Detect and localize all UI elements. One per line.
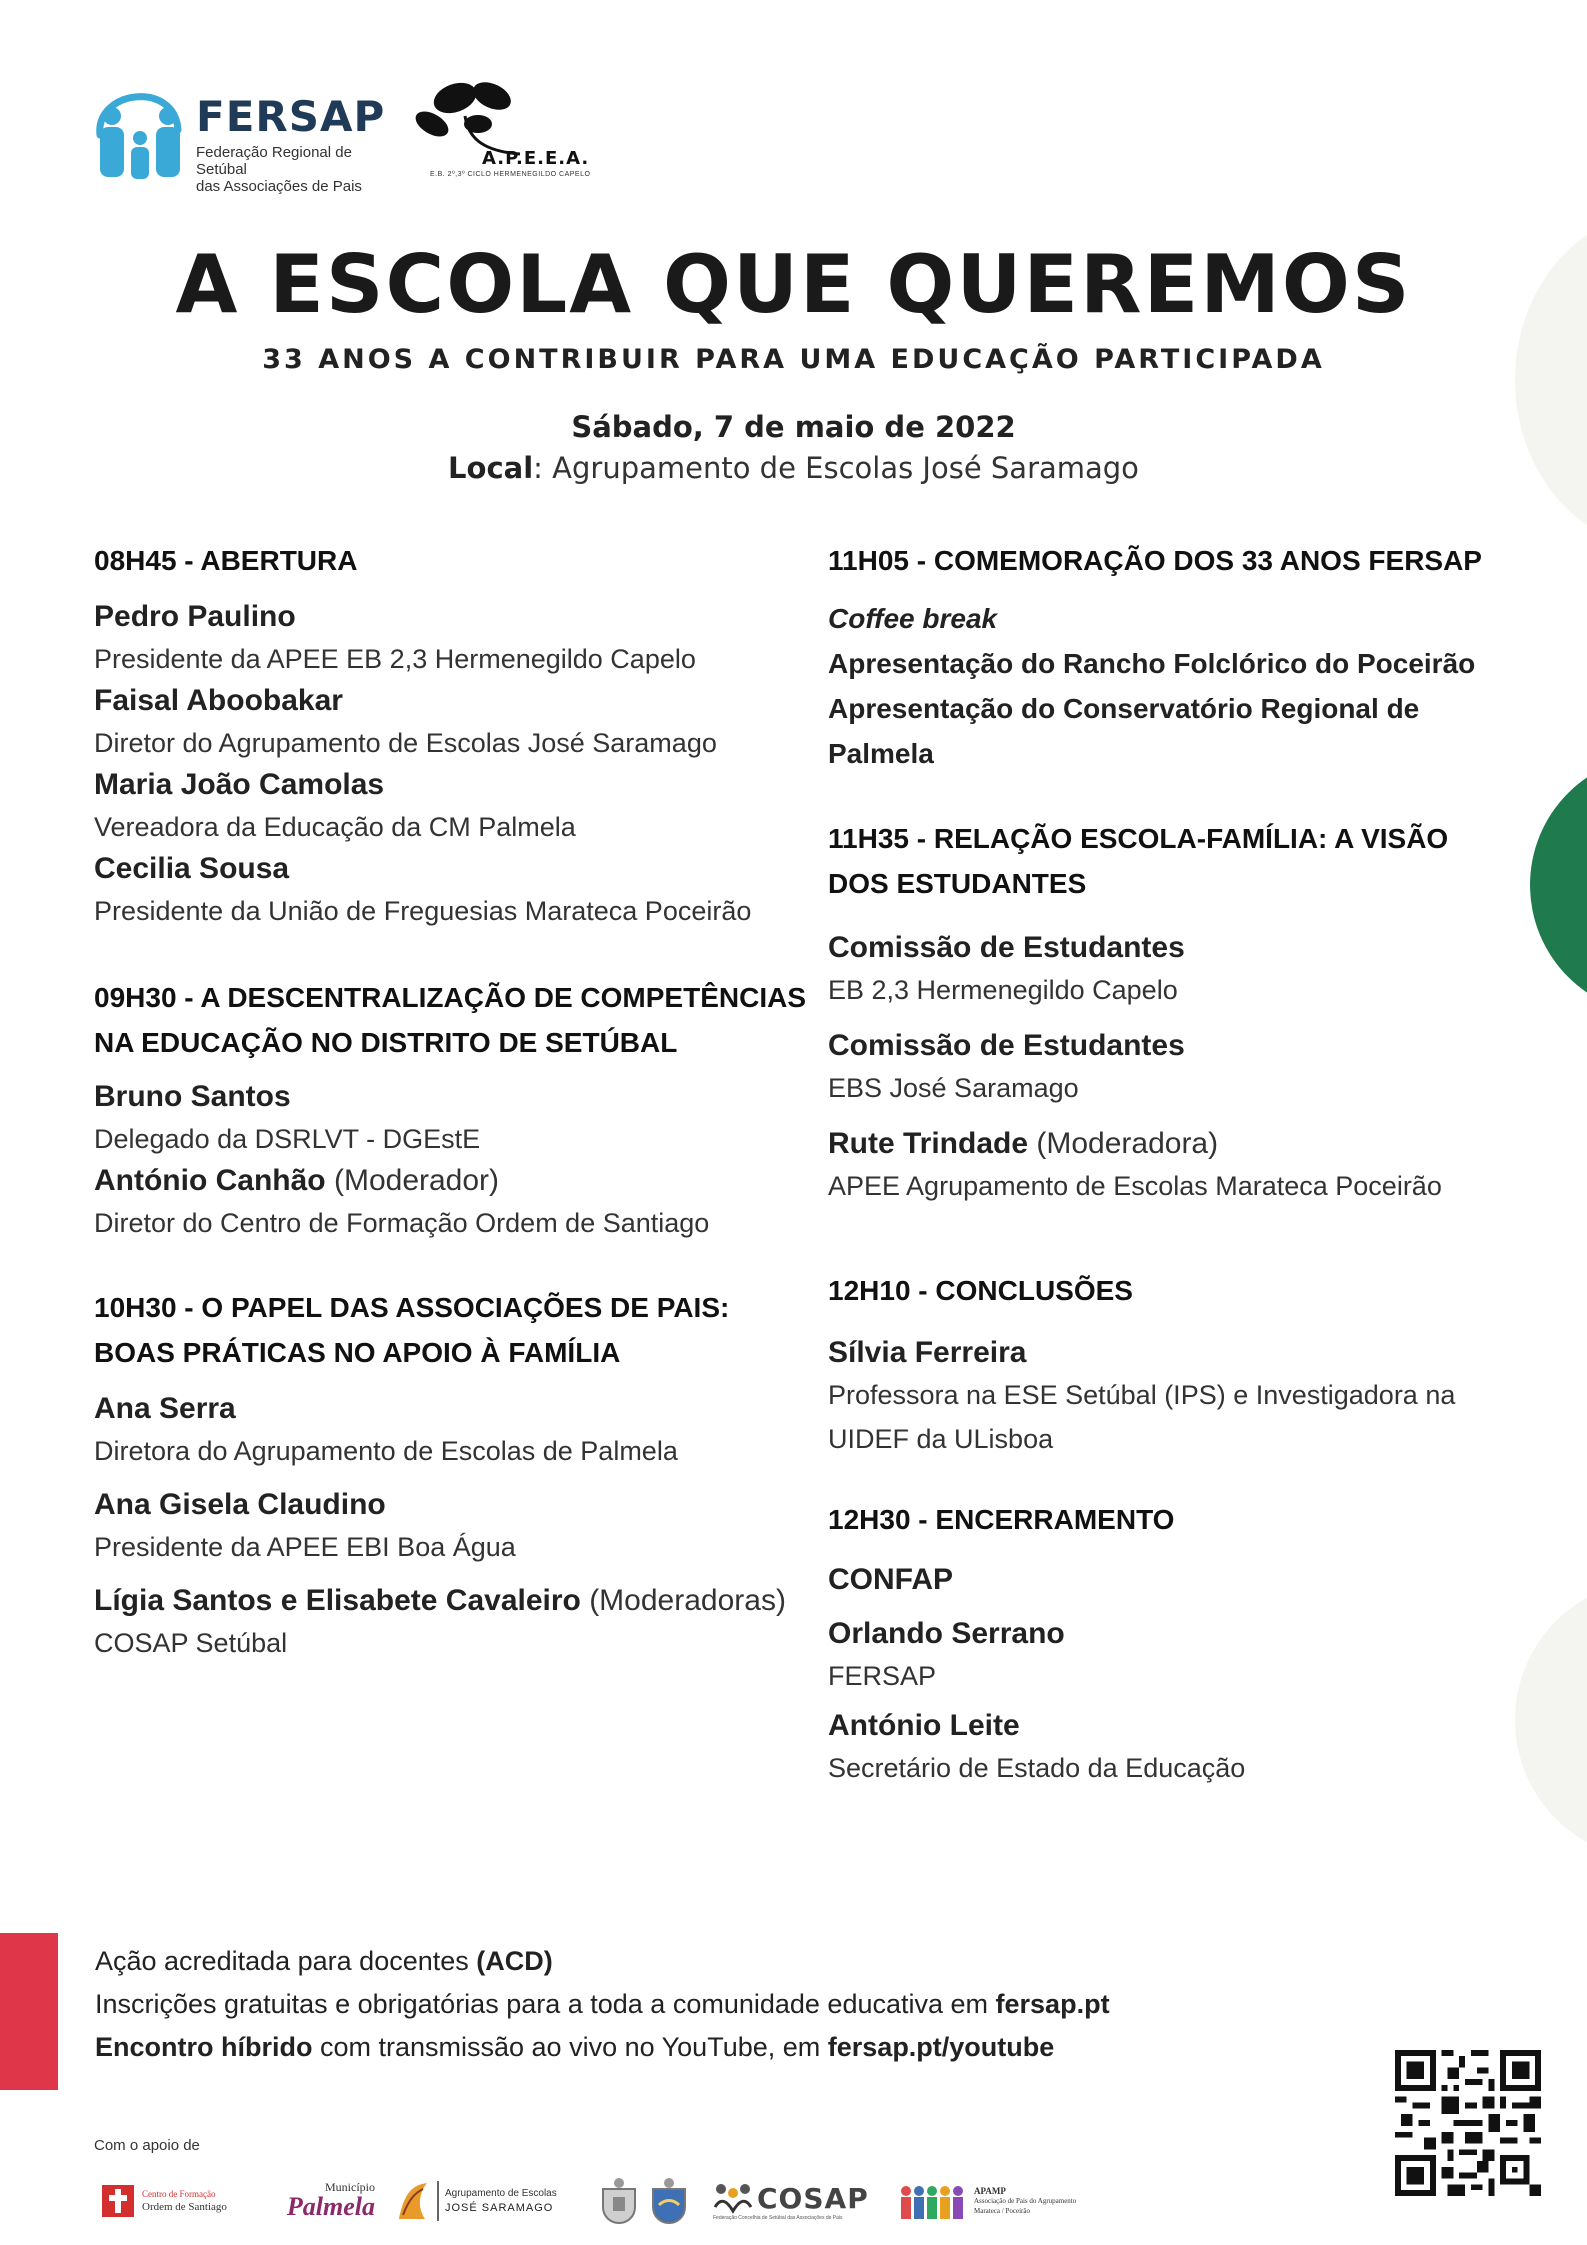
- section-heading: NA EDUCAÇÃO NO DISTRITO DE SETÚBAL: [94, 1027, 678, 1058]
- speaker-role: APEE Agrupamento de Escolas Marateca Poceirão: [828, 1171, 1442, 1201]
- speaker-name: Comissão de Estudantes: [828, 1029, 1185, 1062]
- family-icon: [90, 80, 190, 185]
- speaker-name: Ana Serra: [94, 1392, 236, 1425]
- sponsor-cosap: [713, 2175, 873, 2227]
- section-heading: 08H45 - ABERTURA: [94, 545, 358, 576]
- cross-icon: [100, 2181, 136, 2221]
- event-date: Sábado, 7 de maio de 2022: [571, 410, 1016, 444]
- speaker-name: [828, 1124, 1558, 1164]
- section-heading: 09H30 - A DESCENTRALIZAÇÃO DE COMPETÊNCIAS: [94, 982, 807, 1013]
- crest-icon: [597, 2177, 641, 2225]
- event-location: [0, 451, 1587, 485]
- sponsor-palmela: [245, 2175, 375, 2227]
- sponsor-text: Marateca / Poceirão: [974, 2207, 1030, 2215]
- speaker-role: Diretor do Centro de Formação Ordem de Santiago: [94, 1208, 710, 1238]
- speaker-name: Ana Gisela Claudino: [94, 1488, 386, 1521]
- footer-text: com transmissão ao vivo no YouTube, em: [312, 2032, 828, 2062]
- location-value: : Agrupamento de Escolas José Saramago: [533, 451, 1139, 485]
- speaker-name: Maria João Camolas: [94, 768, 385, 801]
- speaker-role: Secretário de Estado da Educação: [828, 1753, 1246, 1783]
- speaker-role: Diretor do Agrupamento de Escolas José Saramago: [94, 728, 717, 758]
- decorative-red-bar: [0, 1933, 58, 2090]
- speaker-moderator-tag: (Moderador): [325, 1164, 500, 1197]
- fersap-subtitle: [196, 144, 380, 195]
- speaker-role: EB 2,3 Hermenegildo Capelo: [828, 975, 1178, 1005]
- footer-bold: Encontro híbrido: [95, 2032, 313, 2062]
- school-emblem-icon: [395, 2179, 431, 2223]
- speaker-role: COSAP Setúbal: [94, 1628, 288, 1658]
- apeea-title: A.P.E.E.A.: [482, 148, 590, 169]
- footer-bold: (ACD): [476, 1946, 553, 1976]
- apeea-subtitle: E.B. 2º,3º CICLO HERMENEGILDO CAPELO: [430, 171, 591, 178]
- speaker-role: Delegado da DSRLVT - DGEstE: [94, 1124, 481, 1154]
- page-title: A ESCOLA QUE QUEREMOS: [175, 238, 1412, 331]
- program-left-column: [94, 538, 824, 1665]
- footer-text: Ação acreditada para docentes: [95, 1946, 477, 1976]
- apeea-logo: [410, 76, 590, 186]
- coffee-break: Coffee break: [828, 603, 998, 634]
- footer-line: [95, 1940, 1395, 1983]
- page-subtitle: 33 ANOS A CONTRIBUIR PARA UMA EDUCAÇÃO PARTICIPADA: [262, 344, 1325, 375]
- sponsor-text: Palmela: [286, 2192, 375, 2221]
- speaker-role: Professora na ESE Setúbal (IPS) e Investigadora na: [828, 1380, 1456, 1410]
- section-heading: 11H05 - COMEMORAÇÃO DOS 33 ANOS FERSAP: [828, 545, 1482, 576]
- speaker-role: EBS José Saramago: [828, 1073, 1079, 1103]
- fersap-link[interactable]: fersap.pt: [995, 1989, 1110, 2019]
- speaker-name: Comissão de Estudantes: [828, 931, 1185, 964]
- speaker-name-text: António Canhão: [94, 1164, 326, 1197]
- footer-text: Inscrições gratuitas e obrigatórias para a toda a comunidade educativa em: [95, 1989, 996, 2019]
- section-heading: DOS ESTUDANTES: [828, 868, 1087, 899]
- speaker-name: Pedro Paulino: [94, 600, 296, 633]
- footer-line: [95, 1983, 1395, 2026]
- speaker-name: Bruno Santos: [94, 1080, 291, 1113]
- fersap-logo: [90, 80, 386, 195]
- speaker-role: Diretora do Agrupamento de Escolas de Palmela: [94, 1436, 678, 1466]
- speaker-name: António Leite: [828, 1709, 1020, 1742]
- sponsor-jose-saramago: [395, 2175, 580, 2227]
- youtube-link[interactable]: fersap.pt/youtube: [827, 2032, 1055, 2062]
- program-item: Palmela: [828, 738, 934, 769]
- speaker-name: [94, 1161, 824, 1201]
- section-heading: BOAS PRÁTICAS NO APOIO À FAMÍLIA: [94, 1337, 621, 1368]
- sponsor-text: Centro de Formação: [142, 2189, 216, 2199]
- apamp-people-icon: [898, 2181, 968, 2221]
- footer-info: [95, 1940, 1395, 2069]
- cosap-people-icon: [713, 2181, 753, 2215]
- sponsor-text: APAMP: [974, 2186, 1006, 2196]
- speaker-role: Presidente da APEE EB 2,3 Hermenegildo Capelo: [94, 644, 696, 674]
- fersap-subtitle-line: Federação Regional de Setúbal: [196, 144, 352, 178]
- sponsor-ordem-santiago: [100, 2175, 235, 2227]
- section-heading: 12H30 - ENCERRAMENTO: [828, 1504, 1175, 1535]
- program-item: Apresentação do Rancho Folclórico do Poceirão: [828, 648, 1476, 679]
- section-heading: 10H30 - O PAPEL DAS ASSOCIAÇÕES DE PAIS:: [94, 1292, 730, 1323]
- speaker-name: Faisal Aboobakar: [94, 684, 343, 717]
- speaker-moderator-tag: (Moderadoras): [580, 1584, 786, 1617]
- speaker-name: CONFAP: [828, 1563, 954, 1596]
- speaker-role: Presidente da União de Freguesias Marateca Poceirão: [94, 896, 752, 926]
- fersap-subtitle-line: das Associações de Pais: [196, 178, 362, 195]
- speaker-moderator-tag: (Moderadora): [1028, 1127, 1219, 1160]
- support-label: Com o apoio de: [94, 2137, 200, 2154]
- speaker-name: Cecilia Sousa: [94, 852, 290, 885]
- fersap-title: FERSAP: [196, 92, 386, 141]
- footer-line: [95, 2026, 1395, 2069]
- speaker-name-text: Rute Trindade: [828, 1127, 1029, 1160]
- crest-icon: [647, 2177, 691, 2225]
- qr-code[interactable]: [1395, 2050, 1541, 2196]
- sponsor-text: Federação Concelhia de Setúbal das Associações de Pais: [713, 2215, 843, 2221]
- speaker-role: FERSAP: [828, 1661, 937, 1691]
- speaker-role: Presidente da APEE EBI Boa Água: [94, 1532, 516, 1562]
- sponsor-parish-crests: [597, 2175, 697, 2227]
- location-label: Local: [448, 451, 534, 485]
- sponsor-text: Agrupamento de Escolas: [445, 2188, 557, 2199]
- sponsor-text: Município: [325, 2180, 375, 2194]
- speaker-name: Orlando Serrano: [828, 1617, 1065, 1650]
- section-heading: 12H10 - CONCLUSÕES: [828, 1275, 1133, 1306]
- sponsor-apamp: [898, 2175, 1118, 2227]
- speaker-role: UIDEF da ULisboa: [828, 1424, 1054, 1454]
- sponsor-text: JOSÉ SARAMAGO: [445, 2202, 554, 2214]
- speaker-role: Vereadora da Educação da CM Palmela: [94, 812, 576, 842]
- speaker-name-text: Lígia Santos e Elisabete Cavaleiro: [94, 1584, 581, 1617]
- program-right-column: [828, 538, 1558, 1790]
- sponsor-text: COSAP: [757, 2181, 869, 2215]
- sponsor-text: Associação de Pais do Agrupamento: [974, 2197, 1077, 2205]
- program-item: Apresentação do Conservatório Regional de: [828, 693, 1420, 724]
- speaker-name: Sílvia Ferreira: [828, 1336, 1027, 1369]
- sponsor-text: Ordem de Santiago: [142, 2201, 227, 2213]
- speaker-name: [94, 1581, 824, 1621]
- section-heading: 11H35 - RELAÇÃO ESCOLA-FAMÍLIA: A VISÃO: [828, 823, 1449, 854]
